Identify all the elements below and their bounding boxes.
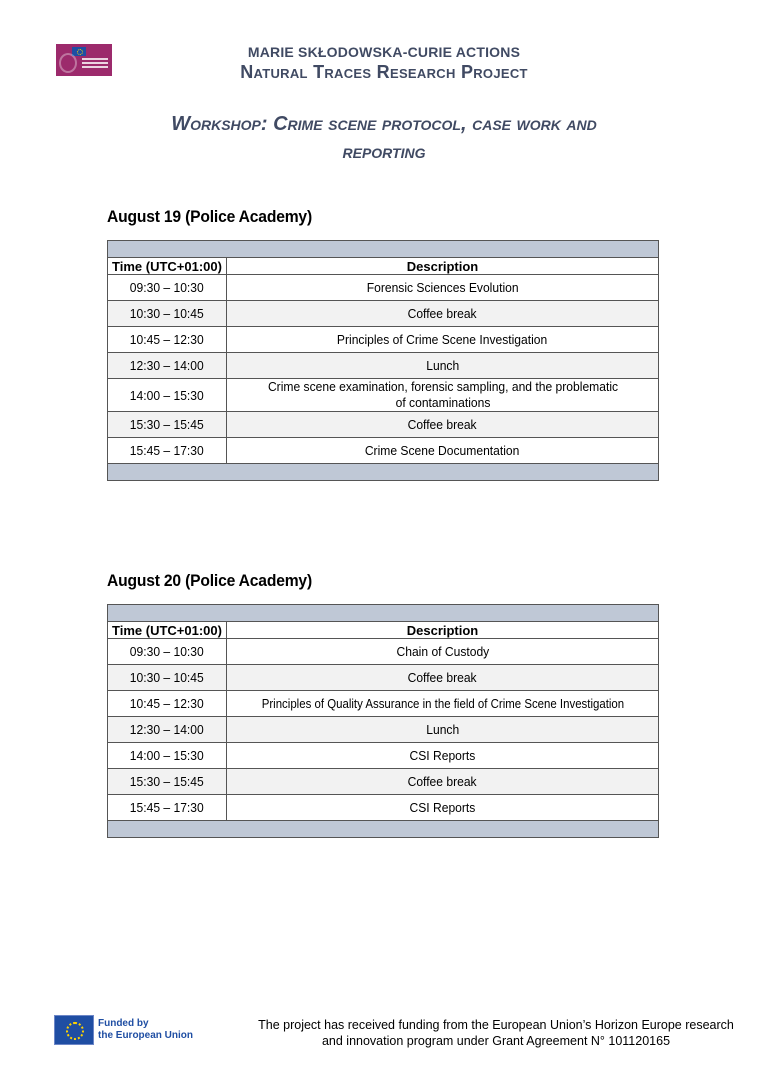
table-row (108, 717, 659, 743)
row-description: Crime Scene Documentation (365, 442, 520, 458)
row-time: 12:30 – 14:00 (130, 722, 204, 737)
workshop-title-line1: Workshop: Crime scene protocol, case work and (171, 113, 597, 135)
workshop-title-line2: reporting (342, 141, 426, 163)
row-description: Chain of Custody (396, 643, 489, 659)
row-description: Coffee break (407, 305, 477, 321)
row-time: 15:45 – 17:30 (130, 443, 204, 458)
row-description: Coffee break (407, 773, 477, 789)
table-row (108, 769, 659, 795)
row-description: CSI Reports (409, 747, 476, 763)
table-row (108, 665, 659, 691)
table-row (108, 438, 659, 464)
row-time: 14:00 – 15:30 (130, 748, 204, 763)
table-row (108, 743, 659, 769)
column-header-time: Time (UTC+01:00) (108, 258, 227, 275)
table-row (108, 301, 659, 327)
row-time: 10:45 – 12:30 (130, 696, 204, 711)
table-row (108, 412, 659, 438)
project-title: Natural Traces Research Project (240, 62, 528, 82)
row-description: Coffee break (407, 669, 477, 685)
row-time: 10:30 – 10:45 (130, 306, 204, 321)
eu-funded-line1: Funded by (98, 1018, 149, 1029)
day-2-heading: August 20 (Police Academy) (107, 571, 312, 590)
table-row (108, 691, 659, 717)
eu-funded-line2: the European Union (98, 1030, 193, 1041)
row-description: Coffee break (407, 416, 477, 432)
day-1-heading: August 19 (Police Academy) (107, 207, 312, 226)
table-row (108, 639, 659, 665)
table-row (108, 275, 659, 301)
row-description: CSI Reports (409, 799, 476, 815)
row-time: 10:45 – 12:30 (130, 332, 204, 347)
table-row (108, 379, 659, 412)
funding-line1: The project has received funding from the European Union’s Horizon Europe research (258, 1018, 734, 1032)
row-description: Lunch (426, 721, 459, 737)
eu-flag-icon (54, 1015, 94, 1045)
table-bottom-band (108, 821, 659, 838)
row-time: 09:30 – 10:30 (130, 280, 204, 295)
funding-statement (230, 1017, 762, 1049)
table-row (108, 327, 659, 353)
row-description: Crime scene examination, forensic sampling, and the problematic of contaminations (267, 379, 618, 410)
table-top-band (108, 241, 659, 258)
workshop-title (120, 110, 648, 166)
org-title: MARIE SKŁODOWSKA-CURIE ACTIONS (247, 44, 521, 60)
row-description: Forensic Sciences Evolution (366, 279, 519, 295)
row-description: Principles of Quality Assurance in the field of Crime Scene Investigation (261, 695, 624, 711)
row-description: Principles of Crime Scene Investigation (337, 331, 548, 347)
row-time: 15:30 – 15:45 (130, 417, 204, 432)
table-bottom-band (108, 464, 659, 481)
row-time: 15:30 – 15:45 (130, 774, 204, 789)
table-row (108, 353, 659, 379)
row-time: 14:00 – 15:30 (130, 387, 204, 403)
row-description: Lunch (426, 357, 459, 373)
eu-funded-label (98, 1018, 193, 1042)
row-time: 12:30 – 14:00 (130, 358, 204, 373)
funding-line2: and innovation program under Grant Agreement N° 101120165 (321, 1034, 671, 1048)
row-time: 10:30 – 10:45 (130, 670, 204, 685)
row-time: 15:45 – 17:30 (130, 800, 204, 815)
table-top-band (108, 605, 659, 622)
column-header-description: Description (227, 258, 659, 275)
day-2-schedule-table (107, 604, 659, 838)
row-time: 09:30 – 10:30 (130, 644, 204, 659)
day-1-schedule-table (107, 240, 659, 481)
column-header-time: Time (UTC+01:00) (108, 622, 227, 639)
column-header-description: Description (227, 622, 659, 639)
table-row (108, 795, 659, 821)
